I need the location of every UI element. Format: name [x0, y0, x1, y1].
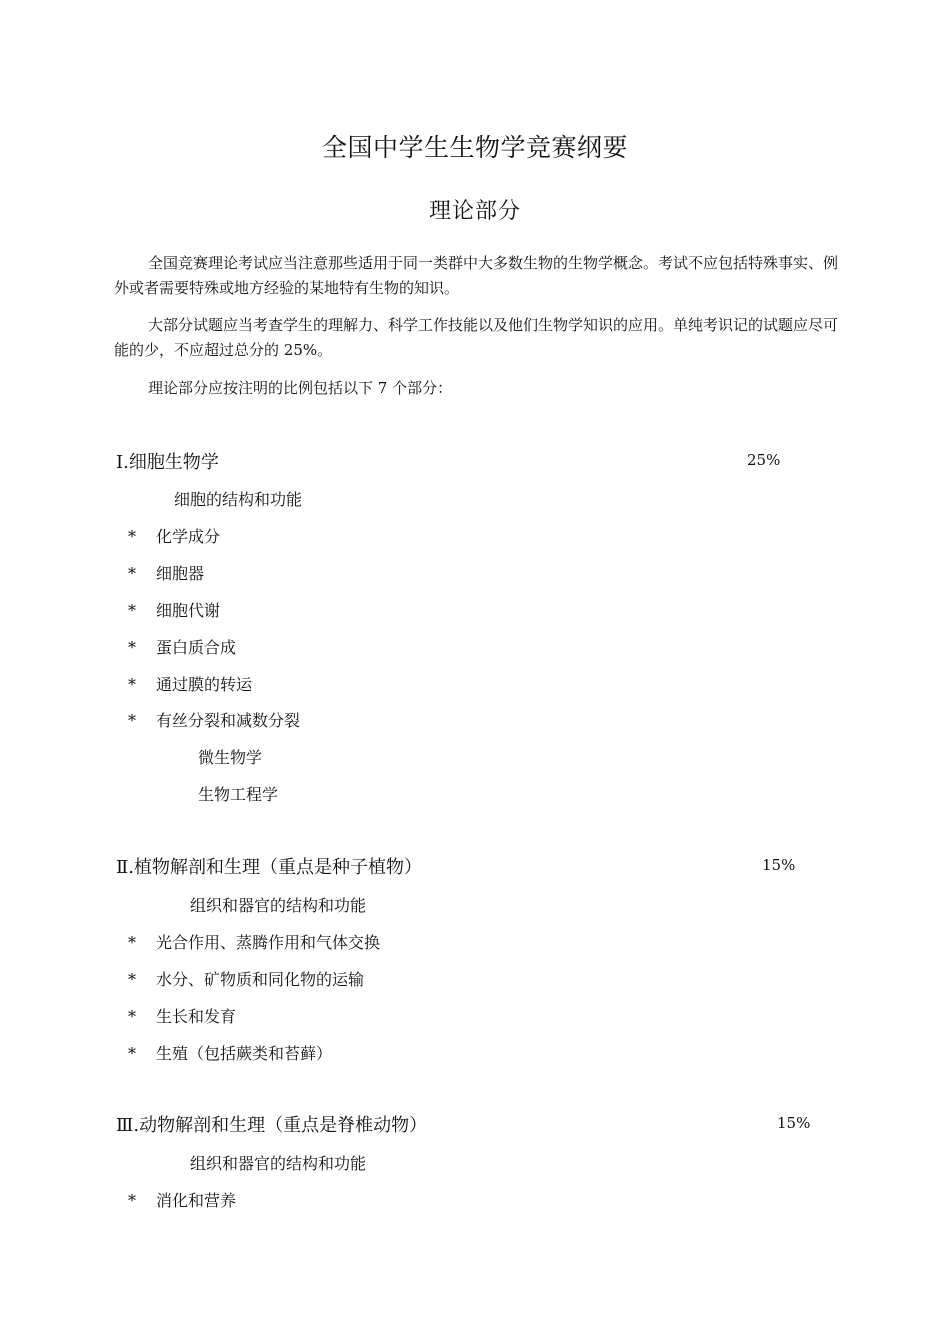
bullet-star: *: [128, 1044, 136, 1063]
bullet-star: *: [128, 711, 136, 730]
list-item: [128, 672, 252, 695]
list-item-label: 细胞代谢: [156, 601, 221, 620]
document-title: 全国中学生生物学竞赛纲要: [321, 133, 628, 162]
bullet-star: *: [128, 1191, 136, 1210]
list-item: [128, 930, 380, 953]
list-item: [128, 1188, 236, 1211]
bullet-star: *: [128, 970, 136, 989]
bullet-star: *: [128, 564, 136, 583]
section-2-subheading: 组织和器官的结构和功能: [190, 896, 367, 915]
section-1-extra-microbiology: 微生物学: [198, 748, 263, 767]
section-3-subheading: 组织和器官的结构和功能: [190, 1154, 367, 1173]
list-item: [128, 598, 220, 621]
bullet-star: *: [128, 638, 136, 657]
list-item: [128, 635, 236, 658]
list-item-label: 蛋白质合成: [156, 638, 237, 657]
bullet-star: *: [128, 933, 136, 952]
bullet-star: *: [128, 601, 136, 620]
document-subtitle: 理论部分: [428, 199, 521, 224]
list-item: [128, 708, 300, 731]
section-1-percent: 25%: [747, 451, 781, 469]
section-1-heading: Ⅰ.细胞生物学: [116, 452, 219, 473]
list-item-label: 有丝分裂和减数分裂: [156, 711, 301, 730]
section-3-heading: Ⅲ.动物解剖和生理（重点是脊椎动物）: [116, 1115, 428, 1136]
list-item: [128, 561, 204, 584]
list-item-label: 消化和营养: [156, 1191, 237, 1210]
list-item-label: 光合作用、蒸腾作用和气体交换: [156, 933, 381, 952]
list-item-label: 水分、矿物质和同化物的运输: [156, 970, 365, 989]
list-item-label: 通过膜的转运: [156, 675, 253, 694]
bullet-star: *: [128, 1007, 136, 1026]
list-item-label: 细胞器: [156, 564, 205, 583]
section-2-heading: Ⅱ.植物解剖和生理（重点是种子植物）: [116, 857, 422, 878]
section-1-extra-bioengineering: 生物工程学: [198, 785, 279, 804]
intro-paragraph-3: 理论部分应按注明的比例包括以下 7 个部分：: [148, 379, 453, 397]
section-1-subheading: 细胞的结构和功能: [174, 490, 303, 509]
section-2-percent: 15%: [762, 856, 796, 874]
list-item-label: 生殖（包括蕨类和苔藓）: [156, 1044, 333, 1063]
list-item: [128, 967, 364, 990]
list-item-label: 化学成分: [156, 527, 221, 546]
bullet-star: *: [128, 527, 136, 546]
list-item: [128, 524, 220, 547]
intro-paragraph-2: 大部分试题应当考查学生的理解力、科学工作技能以及他们生物学知识的应用。单纯考识记的试题应尽可能的少，不应超过总分的 25%。: [114, 316, 839, 359]
section-3-percent: 15%: [777, 1114, 811, 1132]
list-item: [128, 1041, 332, 1064]
list-item: [128, 1004, 236, 1027]
bullet-star: *: [128, 675, 136, 694]
intro-paragraph-1: 全国竞赛理论考试应当注意那些适用于同一类群中大多数生物的生物学概念。考试不应包括特殊事实、例外或者需要特殊或地方经验的某地特有生物的知识。: [114, 254, 839, 297]
list-item-label: 生长和发育: [156, 1007, 237, 1026]
